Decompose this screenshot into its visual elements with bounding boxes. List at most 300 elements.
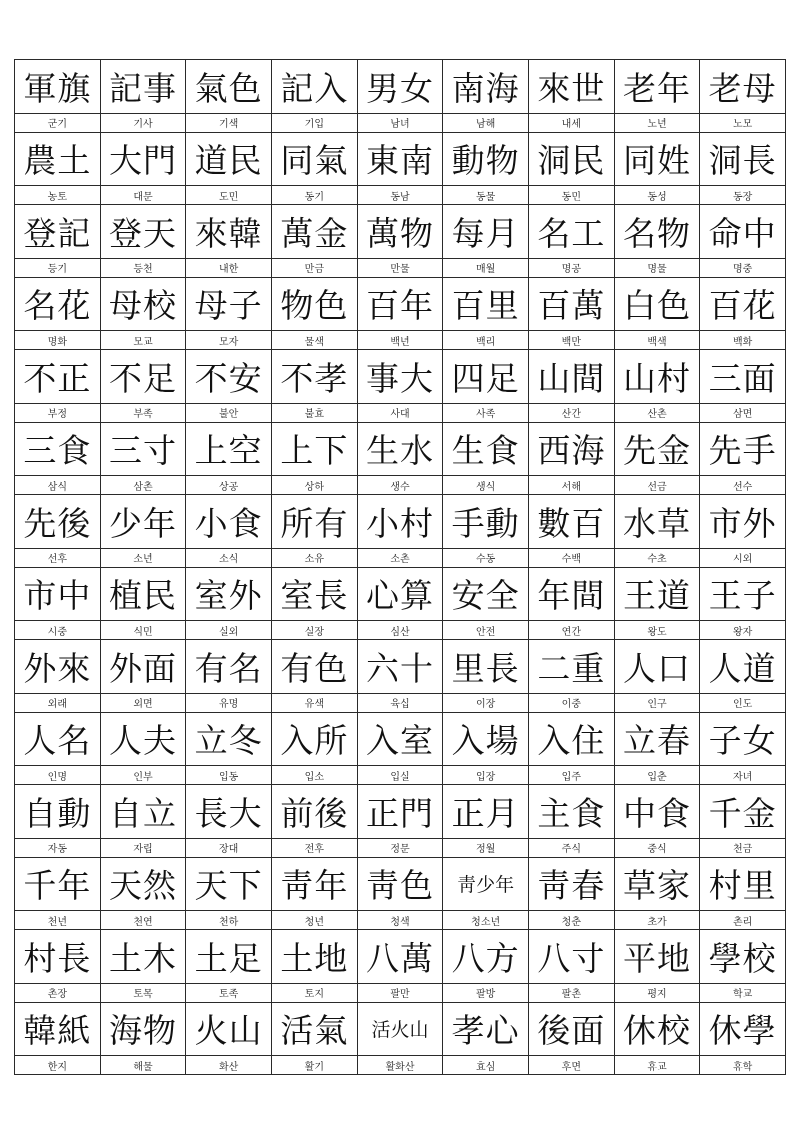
word-cell bbox=[443, 205, 529, 278]
word-cell bbox=[186, 858, 272, 931]
korean-reading: 노년 bbox=[615, 113, 700, 132]
hanja-word: 萬金 bbox=[280, 213, 349, 253]
korean-reading: 농토 bbox=[15, 185, 100, 204]
hanja-word: 名物 bbox=[622, 213, 691, 253]
hanja-word: 長大 bbox=[194, 793, 263, 833]
word-cell bbox=[615, 278, 701, 351]
word-cell bbox=[615, 568, 701, 641]
word-cell bbox=[272, 785, 358, 858]
hanja-word: 室長 bbox=[280, 576, 349, 616]
hanja-word: 千金 bbox=[708, 793, 777, 833]
korean-reading: 서해 bbox=[529, 475, 614, 494]
word-cell bbox=[358, 640, 444, 713]
word-cell bbox=[101, 1003, 187, 1076]
word-cell bbox=[186, 133, 272, 206]
word-cell bbox=[186, 1003, 272, 1076]
korean-reading: 상하 bbox=[272, 475, 357, 494]
korean-reading: 백화 bbox=[700, 330, 785, 349]
word-cell bbox=[272, 350, 358, 423]
hanja-word: 四足 bbox=[451, 358, 520, 398]
word-cell bbox=[186, 568, 272, 641]
korean-reading: 백리 bbox=[443, 330, 528, 349]
hanja-word: 先手 bbox=[708, 431, 777, 471]
word-cell bbox=[700, 423, 786, 496]
korean-reading: 기입 bbox=[272, 113, 357, 132]
word-cell bbox=[529, 423, 615, 496]
word-cell bbox=[15, 858, 101, 931]
hanja-word: 有色 bbox=[280, 648, 349, 688]
word-cell bbox=[272, 205, 358, 278]
word-cell bbox=[358, 60, 444, 133]
hanja-word: 天下 bbox=[194, 866, 263, 906]
hanja-word: 手動 bbox=[451, 503, 520, 543]
hanja-word: 物色 bbox=[280, 286, 349, 326]
korean-reading: 동민 bbox=[529, 185, 614, 204]
korean-reading: 백년 bbox=[358, 330, 443, 349]
word-cell bbox=[186, 60, 272, 133]
korean-reading: 시중 bbox=[15, 620, 100, 639]
korean-reading: 효심 bbox=[443, 1055, 528, 1074]
hanja-word: 火山 bbox=[194, 1011, 263, 1051]
korean-reading: 활기 bbox=[272, 1055, 357, 1074]
hanja-word: 主食 bbox=[537, 793, 606, 833]
hanja-word: 活氣 bbox=[280, 1011, 349, 1051]
hanja-word: 不安 bbox=[194, 358, 263, 398]
hanja-word: 韓紙 bbox=[23, 1011, 92, 1051]
word-cell bbox=[615, 495, 701, 568]
word-cell bbox=[358, 205, 444, 278]
korean-reading: 육십 bbox=[358, 693, 443, 712]
korean-reading: 생수 bbox=[358, 475, 443, 494]
word-cell bbox=[700, 1003, 786, 1076]
word-cell bbox=[101, 640, 187, 713]
korean-reading: 청색 bbox=[358, 910, 443, 929]
word-cell bbox=[272, 60, 358, 133]
korean-reading: 촌장 bbox=[15, 983, 100, 1002]
korean-reading: 명공 bbox=[529, 258, 614, 277]
hanja-word: 外面 bbox=[108, 648, 177, 688]
word-cell bbox=[358, 278, 444, 351]
hanja-word: 年間 bbox=[537, 576, 606, 616]
korean-reading: 인구 bbox=[615, 693, 700, 712]
korean-reading: 노모 bbox=[700, 113, 785, 132]
hanja-word: 立春 bbox=[622, 721, 691, 761]
korean-reading: 동장 bbox=[700, 185, 785, 204]
korean-reading: 군기 bbox=[15, 113, 100, 132]
word-cell bbox=[186, 930, 272, 1003]
word-cell bbox=[15, 640, 101, 713]
word-cell bbox=[358, 930, 444, 1003]
korean-reading: 천하 bbox=[186, 910, 271, 929]
korean-reading: 자녀 bbox=[700, 765, 785, 784]
hanja-word: 南海 bbox=[451, 68, 520, 108]
hanja-word: 登天 bbox=[108, 213, 177, 253]
word-cell bbox=[15, 278, 101, 351]
hanja-word: 市中 bbox=[23, 576, 92, 616]
word-cell bbox=[101, 278, 187, 351]
hanja-word: 正月 bbox=[451, 793, 520, 833]
korean-reading: 장대 bbox=[186, 838, 271, 857]
hanja-word: 土足 bbox=[194, 938, 263, 978]
korean-reading: 입실 bbox=[358, 765, 443, 784]
hanja-word: 六十 bbox=[365, 648, 434, 688]
korean-reading: 입주 bbox=[529, 765, 614, 784]
word-cell bbox=[443, 278, 529, 351]
hanja-word: 休學 bbox=[708, 1011, 777, 1051]
hanja-word: 西海 bbox=[537, 431, 606, 471]
hanja-word: 三寸 bbox=[108, 431, 177, 471]
korean-reading: 동남 bbox=[358, 185, 443, 204]
word-cell bbox=[700, 568, 786, 641]
korean-reading: 부족 bbox=[101, 403, 186, 422]
word-cell bbox=[272, 423, 358, 496]
hanja-word: 三食 bbox=[23, 431, 92, 471]
word-cell bbox=[15, 423, 101, 496]
korean-reading: 불안 bbox=[186, 403, 271, 422]
word-cell bbox=[615, 350, 701, 423]
word-cell bbox=[615, 1003, 701, 1076]
korean-reading: 이장 bbox=[443, 693, 528, 712]
korean-reading: 내세 bbox=[529, 113, 614, 132]
hanja-word: 先金 bbox=[622, 431, 691, 471]
hanja-word: 千年 bbox=[23, 866, 92, 906]
hanja-word: 靑色 bbox=[365, 866, 434, 906]
word-cell bbox=[700, 858, 786, 931]
hanja-word: 山間 bbox=[537, 358, 606, 398]
word-cell bbox=[186, 785, 272, 858]
korean-reading: 기사 bbox=[101, 113, 186, 132]
korean-reading: 인명 bbox=[15, 765, 100, 784]
word-cell bbox=[443, 1003, 529, 1076]
word-cell bbox=[700, 495, 786, 568]
hanja-word: 前後 bbox=[280, 793, 349, 833]
word-cell bbox=[529, 568, 615, 641]
word-cell bbox=[101, 60, 187, 133]
korean-reading: 산촌 bbox=[615, 403, 700, 422]
korean-reading: 선후 bbox=[15, 548, 100, 567]
korean-reading: 불효 bbox=[272, 403, 357, 422]
word-cell bbox=[529, 205, 615, 278]
korean-reading: 삼식 bbox=[15, 475, 100, 494]
korean-reading: 모교 bbox=[101, 330, 186, 349]
hanja-word: 數百 bbox=[537, 503, 606, 543]
word-cell bbox=[700, 278, 786, 351]
word-cell bbox=[615, 205, 701, 278]
hanja-word: 上下 bbox=[280, 431, 349, 471]
korean-reading: 인부 bbox=[101, 765, 186, 784]
hanja-word: 平地 bbox=[622, 938, 691, 978]
korean-reading: 물색 bbox=[272, 330, 357, 349]
word-cell bbox=[15, 785, 101, 858]
hanja-word: 洞民 bbox=[537, 141, 606, 181]
hanja-word: 登記 bbox=[23, 213, 92, 253]
korean-reading: 남해 bbox=[443, 113, 528, 132]
hanja-word: 道民 bbox=[194, 141, 263, 181]
korean-reading: 정문 bbox=[358, 838, 443, 857]
korean-reading: 동물 bbox=[443, 185, 528, 204]
korean-reading: 외면 bbox=[101, 693, 186, 712]
word-cell bbox=[700, 930, 786, 1003]
hanja-word: 入住 bbox=[537, 721, 606, 761]
korean-reading: 유명 bbox=[186, 693, 271, 712]
hanja-word: 生食 bbox=[451, 431, 520, 471]
word-cell bbox=[615, 60, 701, 133]
word-cell bbox=[15, 133, 101, 206]
word-cell bbox=[186, 278, 272, 351]
korean-reading: 수초 bbox=[615, 548, 700, 567]
korean-reading: 생식 bbox=[443, 475, 528, 494]
word-cell bbox=[358, 785, 444, 858]
word-cell bbox=[15, 350, 101, 423]
korean-reading: 자립 bbox=[101, 838, 186, 857]
korean-reading: 왕도 bbox=[615, 620, 700, 639]
korean-reading: 기색 bbox=[186, 113, 271, 132]
hanja-word: 百花 bbox=[708, 286, 777, 326]
hanja-word: 命中 bbox=[708, 213, 777, 253]
korean-reading: 청년 bbox=[272, 910, 357, 929]
korean-reading: 청춘 bbox=[529, 910, 614, 929]
korean-reading: 부정 bbox=[15, 403, 100, 422]
hanja-word: 來世 bbox=[537, 68, 606, 108]
word-cell bbox=[358, 568, 444, 641]
korean-reading: 상공 bbox=[186, 475, 271, 494]
hanja-word: 母子 bbox=[194, 286, 263, 326]
hanja-word: 正門 bbox=[365, 793, 434, 833]
korean-reading: 토지 bbox=[272, 983, 357, 1002]
hanja-word: 安全 bbox=[451, 576, 520, 616]
korean-reading: 백만 bbox=[529, 330, 614, 349]
hanja-word: 人夫 bbox=[108, 721, 177, 761]
hanja-word: 上空 bbox=[194, 431, 263, 471]
hanja-word: 心算 bbox=[365, 576, 434, 616]
hanja-word: 中食 bbox=[622, 793, 691, 833]
hanja-word: 孝心 bbox=[451, 1011, 520, 1051]
word-cell bbox=[15, 1003, 101, 1076]
word-cell bbox=[272, 858, 358, 931]
word-cell bbox=[101, 930, 187, 1003]
hanja-word: 人名 bbox=[23, 721, 92, 761]
korean-reading: 휴학 bbox=[700, 1055, 785, 1074]
korean-reading: 안전 bbox=[443, 620, 528, 639]
korean-reading: 등천 bbox=[101, 258, 186, 277]
hanja-word: 學校 bbox=[708, 938, 777, 978]
korean-reading: 평지 bbox=[615, 983, 700, 1002]
korean-reading: 유색 bbox=[272, 693, 357, 712]
hanja-word: 記入 bbox=[280, 68, 349, 108]
korean-reading: 소촌 bbox=[358, 548, 443, 567]
korean-reading: 모자 bbox=[186, 330, 271, 349]
hanja-word: 後面 bbox=[537, 1011, 606, 1051]
word-cell bbox=[15, 495, 101, 568]
korean-reading: 백색 bbox=[615, 330, 700, 349]
hanja-word: 百里 bbox=[451, 286, 520, 326]
hanja-word: 同氣 bbox=[280, 141, 349, 181]
korean-reading: 연간 bbox=[529, 620, 614, 639]
word-cell bbox=[700, 205, 786, 278]
korean-reading: 명중 bbox=[700, 258, 785, 277]
word-cell bbox=[443, 350, 529, 423]
word-cell bbox=[700, 713, 786, 786]
word-cell bbox=[529, 133, 615, 206]
korean-reading: 소년 bbox=[101, 548, 186, 567]
hanja-word: 王道 bbox=[622, 576, 691, 616]
word-cell bbox=[272, 713, 358, 786]
hanja-word: 入場 bbox=[451, 721, 520, 761]
korean-reading: 팔만 bbox=[358, 983, 443, 1002]
hanja-word: 山村 bbox=[622, 358, 691, 398]
hanja-word: 入所 bbox=[280, 721, 349, 761]
word-cell bbox=[700, 133, 786, 206]
hanja-word: 名花 bbox=[23, 286, 92, 326]
korean-reading: 팔방 bbox=[443, 983, 528, 1002]
korean-reading: 명화 bbox=[15, 330, 100, 349]
hanja-word: 休校 bbox=[622, 1011, 691, 1051]
hanja-word: 村里 bbox=[708, 866, 777, 906]
word-cell bbox=[615, 713, 701, 786]
hanja-word: 同姓 bbox=[622, 141, 691, 181]
korean-reading: 학교 bbox=[700, 983, 785, 1002]
word-cell bbox=[529, 1003, 615, 1076]
hanja-word: 自立 bbox=[108, 793, 177, 833]
korean-reading: 사대 bbox=[358, 403, 443, 422]
korean-reading: 후면 bbox=[529, 1055, 614, 1074]
hanja-word: 大門 bbox=[108, 141, 177, 181]
korean-reading: 도민 bbox=[186, 185, 271, 204]
hanja-word: 植民 bbox=[108, 576, 177, 616]
word-cell bbox=[15, 205, 101, 278]
korean-reading: 등기 bbox=[15, 258, 100, 277]
korean-reading: 천년 bbox=[15, 910, 100, 929]
korean-reading: 촌리 bbox=[700, 910, 785, 929]
korean-reading: 입춘 bbox=[615, 765, 700, 784]
word-cell bbox=[358, 133, 444, 206]
word-cell bbox=[358, 1003, 444, 1076]
word-cell bbox=[101, 495, 187, 568]
word-cell bbox=[529, 278, 615, 351]
korean-reading: 매월 bbox=[443, 258, 528, 277]
word-cell bbox=[529, 495, 615, 568]
word-cell bbox=[186, 205, 272, 278]
hanja-word: 母校 bbox=[108, 286, 177, 326]
korean-reading: 초가 bbox=[615, 910, 700, 929]
korean-reading: 토목 bbox=[101, 983, 186, 1002]
word-cell bbox=[358, 858, 444, 931]
korean-reading: 명물 bbox=[615, 258, 700, 277]
korean-reading: 내한 bbox=[186, 258, 271, 277]
word-cell bbox=[615, 785, 701, 858]
word-cell bbox=[272, 930, 358, 1003]
word-cell bbox=[700, 350, 786, 423]
word-cell bbox=[15, 713, 101, 786]
hanja-word: 不正 bbox=[23, 358, 92, 398]
hanja-word: 室外 bbox=[194, 576, 263, 616]
word-cell bbox=[529, 350, 615, 423]
korean-reading: 입동 bbox=[186, 765, 271, 784]
word-cell bbox=[529, 930, 615, 1003]
korean-reading: 대문 bbox=[101, 185, 186, 204]
word-cell bbox=[443, 858, 529, 931]
word-cell bbox=[272, 278, 358, 351]
hanja-word: 動物 bbox=[451, 141, 520, 181]
hanja-word: 外來 bbox=[23, 648, 92, 688]
hanja-word: 入室 bbox=[365, 721, 434, 761]
word-cell bbox=[529, 785, 615, 858]
hanja-word: 土地 bbox=[280, 938, 349, 978]
hanja-word: 事大 bbox=[365, 358, 434, 398]
word-cell bbox=[615, 640, 701, 713]
vocabulary-table bbox=[14, 59, 786, 1075]
hanja-word: 萬物 bbox=[365, 213, 434, 253]
word-cell bbox=[443, 785, 529, 858]
word-cell bbox=[101, 423, 187, 496]
korean-reading: 해물 bbox=[101, 1055, 186, 1074]
word-cell bbox=[272, 133, 358, 206]
korean-reading: 주식 bbox=[529, 838, 614, 857]
hanja-word: 立冬 bbox=[194, 721, 263, 761]
korean-reading: 동기 bbox=[272, 185, 357, 204]
word-cell bbox=[186, 423, 272, 496]
korean-reading: 실장 bbox=[272, 620, 357, 639]
korean-reading: 인도 bbox=[700, 693, 785, 712]
korean-reading: 소식 bbox=[186, 548, 271, 567]
word-cell bbox=[443, 568, 529, 641]
hanja-word: 先後 bbox=[23, 503, 92, 543]
word-cell bbox=[101, 133, 187, 206]
hanja-word: 二重 bbox=[537, 648, 606, 688]
word-cell bbox=[529, 858, 615, 931]
korean-reading: 화산 bbox=[186, 1055, 271, 1074]
word-cell bbox=[615, 423, 701, 496]
word-cell bbox=[101, 568, 187, 641]
hanja-word: 軍旗 bbox=[23, 68, 92, 108]
word-cell bbox=[615, 133, 701, 206]
hanja-word: 靑春 bbox=[537, 866, 606, 906]
word-cell bbox=[186, 350, 272, 423]
word-cell bbox=[615, 930, 701, 1003]
korean-reading: 정월 bbox=[443, 838, 528, 857]
korean-reading: 왕자 bbox=[700, 620, 785, 639]
word-cell bbox=[15, 568, 101, 641]
korean-reading: 선수 bbox=[700, 475, 785, 494]
word-cell bbox=[443, 640, 529, 713]
korean-reading: 식민 bbox=[101, 620, 186, 639]
word-cell bbox=[15, 60, 101, 133]
word-cell bbox=[529, 60, 615, 133]
korean-reading: 자동 bbox=[15, 838, 100, 857]
hanja-word: 八方 bbox=[451, 938, 520, 978]
korean-reading: 입장 bbox=[443, 765, 528, 784]
korean-reading: 수백 bbox=[529, 548, 614, 567]
hanja-word: 老母 bbox=[708, 68, 777, 108]
word-cell bbox=[272, 568, 358, 641]
hanja-word: 所有 bbox=[280, 503, 349, 543]
korean-reading: 외래 bbox=[15, 693, 100, 712]
word-cell bbox=[529, 713, 615, 786]
hanja-word: 有名 bbox=[194, 648, 263, 688]
korean-reading: 심산 bbox=[358, 620, 443, 639]
korean-reading: 만금 bbox=[272, 258, 357, 277]
word-cell bbox=[443, 495, 529, 568]
hanja-word: 海物 bbox=[108, 1011, 177, 1051]
korean-reading: 천금 bbox=[700, 838, 785, 857]
word-cell bbox=[186, 640, 272, 713]
korean-reading: 시외 bbox=[700, 548, 785, 567]
korean-reading: 이중 bbox=[529, 693, 614, 712]
word-cell bbox=[101, 205, 187, 278]
hanja-word: 農土 bbox=[23, 141, 92, 181]
korean-reading: 전후 bbox=[272, 838, 357, 857]
hanja-word: 百萬 bbox=[537, 286, 606, 326]
